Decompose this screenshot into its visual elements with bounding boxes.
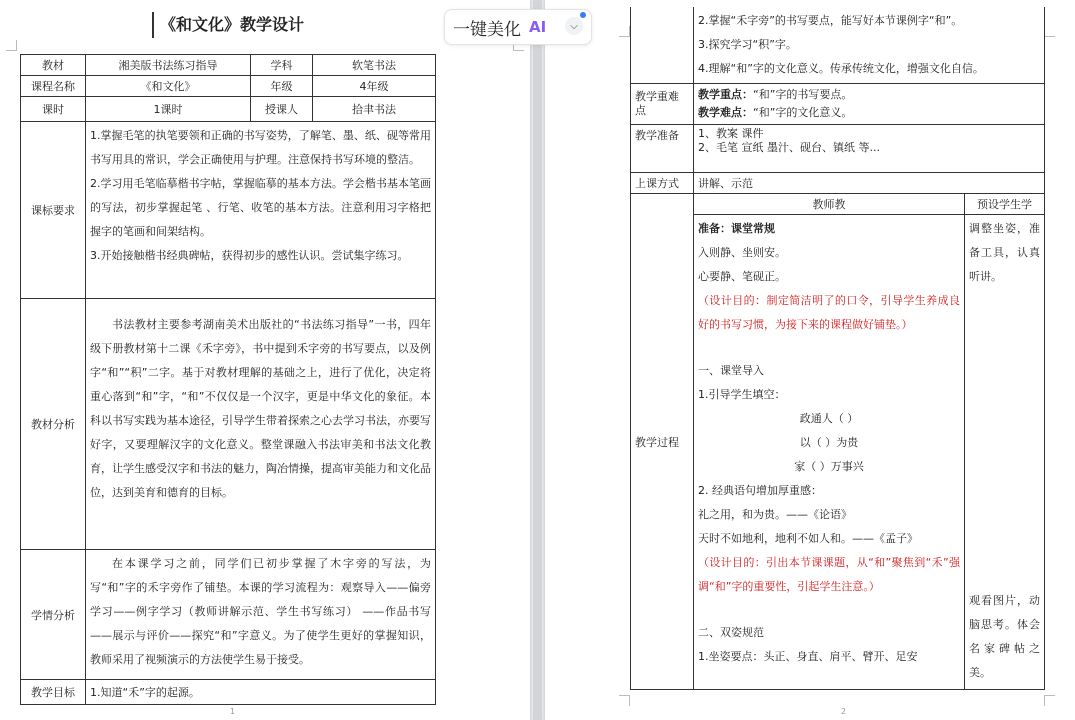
lesson-plan-table-part2: [630, 7, 1045, 690]
page-divider: [533, 0, 542, 720]
student-activities: [965, 215, 1045, 690]
focus-content: [694, 84, 1045, 125]
teacher-value: 拾聿书法: [313, 97, 436, 122]
focus-label: 教学重难点: [631, 84, 694, 125]
grade-value: 4年级: [313, 76, 436, 97]
beautify-label: 一键美化: [453, 19, 521, 40]
hours-value: 1课时: [86, 97, 251, 122]
preparation-content: [694, 125, 1045, 173]
difficulty-label: 教学难点：: [698, 106, 753, 119]
intro-step-2: 2. 经典语句增加厚重感：: [698, 484, 822, 497]
student-column-header: 预设学生学: [965, 194, 1045, 215]
one-click-beautify-button[interactable]: [444, 9, 592, 45]
margin-corner-mark: [619, 26, 630, 37]
method-label: 上课方式: [631, 173, 694, 194]
grade-label: 年级: [251, 76, 313, 97]
student-activity-1: 调整坐姿，准备工具，认真听讲。: [969, 222, 1040, 283]
course-value: 《和文化》: [86, 76, 251, 97]
course-label: 课程名称: [21, 76, 86, 97]
method-value: 讲解、示范: [694, 173, 1045, 194]
posture-step-1: 1.坐姿要点：头正、身直、肩平、臂开、足安: [698, 650, 918, 663]
goal-item-4: 4.理解“和”字的文化意义。传承传统文化，增强文化自信。: [698, 62, 984, 75]
material-label: 教材: [21, 55, 86, 76]
goal-item-3: 3.探究学习“积”字。: [698, 38, 797, 51]
intro-purpose: （设计目的：引出本节课课题，从“和”聚焦到“禾”强调“和”字的重要性，引起学生注意。）: [698, 556, 960, 593]
requirement-item: 1.掌握毛笔的执笔要领和正确的书写姿势，了解笔、墨、纸、砚等常用书写用具的常识，学会正确使用与护理。注意保持书写环境的整洁。: [90, 129, 431, 166]
fill-line: 政通人（ ）: [799, 412, 859, 425]
material-value: 湘美版书法练习指导: [86, 55, 251, 76]
teacher-activities: [694, 215, 965, 690]
hours-label: 课时: [21, 97, 86, 122]
subject-label: 学科: [251, 55, 313, 76]
requirement-item: 3.开始接触楷书经典碑帖，获得初步的感性认识。尝试集字练习。: [90, 249, 409, 262]
analysis-text: 书法教材主要参考湖南美术出版社的“书法练习指导”一书，四年级下册教材第十二课《禾字旁》，书中提到禾字旁的书写要点，以及例字“和”“积”二字。基于对教材理解的基础之上，进行了优化，决定将重心落到“和”字，“和”不仅仅是一个汉字，更是中华文化的象征。本科以书写实践为基本途径，引导学生带着探索之心去学习书法，亦要写好字，又要理解汉字的文化意义。整堂课融入书法审美和书法文化教育，让学生感受汉字和书法的魅力，陶冶情操，提高审美能力和文化品位，达到美育和德育的目标。: [90, 318, 431, 499]
page-number: 2: [841, 707, 847, 716]
learners-content: [86, 550, 436, 680]
analysis-content: [86, 299, 436, 550]
lesson-plan-table-part1: [20, 54, 436, 705]
margin-corner-mark: [619, 695, 630, 706]
requirement-item: 2.学习用毛笔临摹楷书字帖，掌握临摹的基本方法。学会楷书基本笔画的写法，初步掌握起笔 、行笔、收笔的基本方法。注意利用习字格把握字的笔画和间架结构。: [90, 177, 431, 238]
analysis-label: 教材分析: [21, 299, 86, 550]
subject-value: 软笔书法: [313, 55, 436, 76]
fill-line: 家（ ）万事兴: [794, 460, 864, 473]
quote: 礼之用，和为贵。——《论语》: [698, 508, 852, 521]
ai-badge: AI: [529, 18, 547, 36]
prep-line: 入则静、坐则安。: [698, 246, 786, 259]
page-number: 1: [230, 707, 236, 716]
teacher-column-header: 教师教: [694, 194, 965, 215]
goal-item-1: 1.知道“禾”字的起源。: [86, 680, 436, 705]
goals-continued-content: [694, 7, 1045, 84]
quote: 天时不如地利，地利不如人和。——《孟子》: [698, 532, 918, 545]
intro-title: 一、课堂导入: [698, 364, 764, 377]
requirements-label: 课标要求: [21, 122, 86, 299]
prep-line: 心要静、笔砚正。: [698, 270, 786, 283]
learners-label: 学情分析: [21, 550, 86, 680]
goal-item-2: 2.掌握“禾字旁”的书写要点，能写好本节课例字“和”。: [698, 14, 963, 27]
fill-line: 以（ ）为贵: [799, 436, 859, 449]
requirements-content: [86, 122, 436, 299]
difficulty-text: “和”字的文化意义。: [753, 106, 853, 119]
key-point-text: “和”字的书写要点。: [753, 88, 853, 101]
margin-corner-mark: [1044, 695, 1055, 706]
key-point-label: 教学重点：: [698, 88, 753, 101]
document-title: 《和文化》教学设计: [152, 12, 304, 38]
process-label: 教学过程: [631, 194, 694, 690]
student-activity-2: 观看图片，动脑思考。体会名家碑帖之美。: [969, 594, 1040, 679]
intro-step-1: 1.引导学生填空：: [698, 388, 786, 401]
preparation-item: 1、教案 课件: [698, 127, 764, 140]
prep-title: 准备：课堂常规: [698, 222, 775, 235]
notification-dot-icon: [580, 12, 586, 18]
preparation-label: 教学准备: [631, 125, 694, 173]
posture-title: 二、双姿规范: [698, 626, 764, 639]
margin-corner-mark: [1044, 26, 1055, 37]
learners-text: 在本课学习之前，同学们已初步掌握了木字旁的写法，为写“和”字的禾字旁作了铺垫。本课的学习流程为：观察导入——偏旁学习——例字学习（教师讲解示范、学生书写练习） ——作品书写——展示与评价——探究“和”字意义。为了使学生更好的掌握知识，教师采用了视频演示的方法使学生易于接受。: [90, 557, 431, 666]
prep-purpose: （设计目的：制定简洁明了的口令，引导学生养成良好的书写习惯，为接下来的课程做好铺垫。）: [698, 294, 960, 331]
preparation-item: 2、毛笔 宣纸 墨汁、砚台、镇纸 等...: [698, 141, 880, 154]
teacher-label: 授课人: [251, 97, 313, 122]
margin-corner-mark: [6, 40, 17, 51]
chevron-down-icon[interactable]: ⌵: [565, 17, 583, 35]
goals-label: 教学目标: [21, 680, 86, 705]
goals-continued-label: [631, 7, 694, 84]
document-page-1: [0, 0, 530, 720]
